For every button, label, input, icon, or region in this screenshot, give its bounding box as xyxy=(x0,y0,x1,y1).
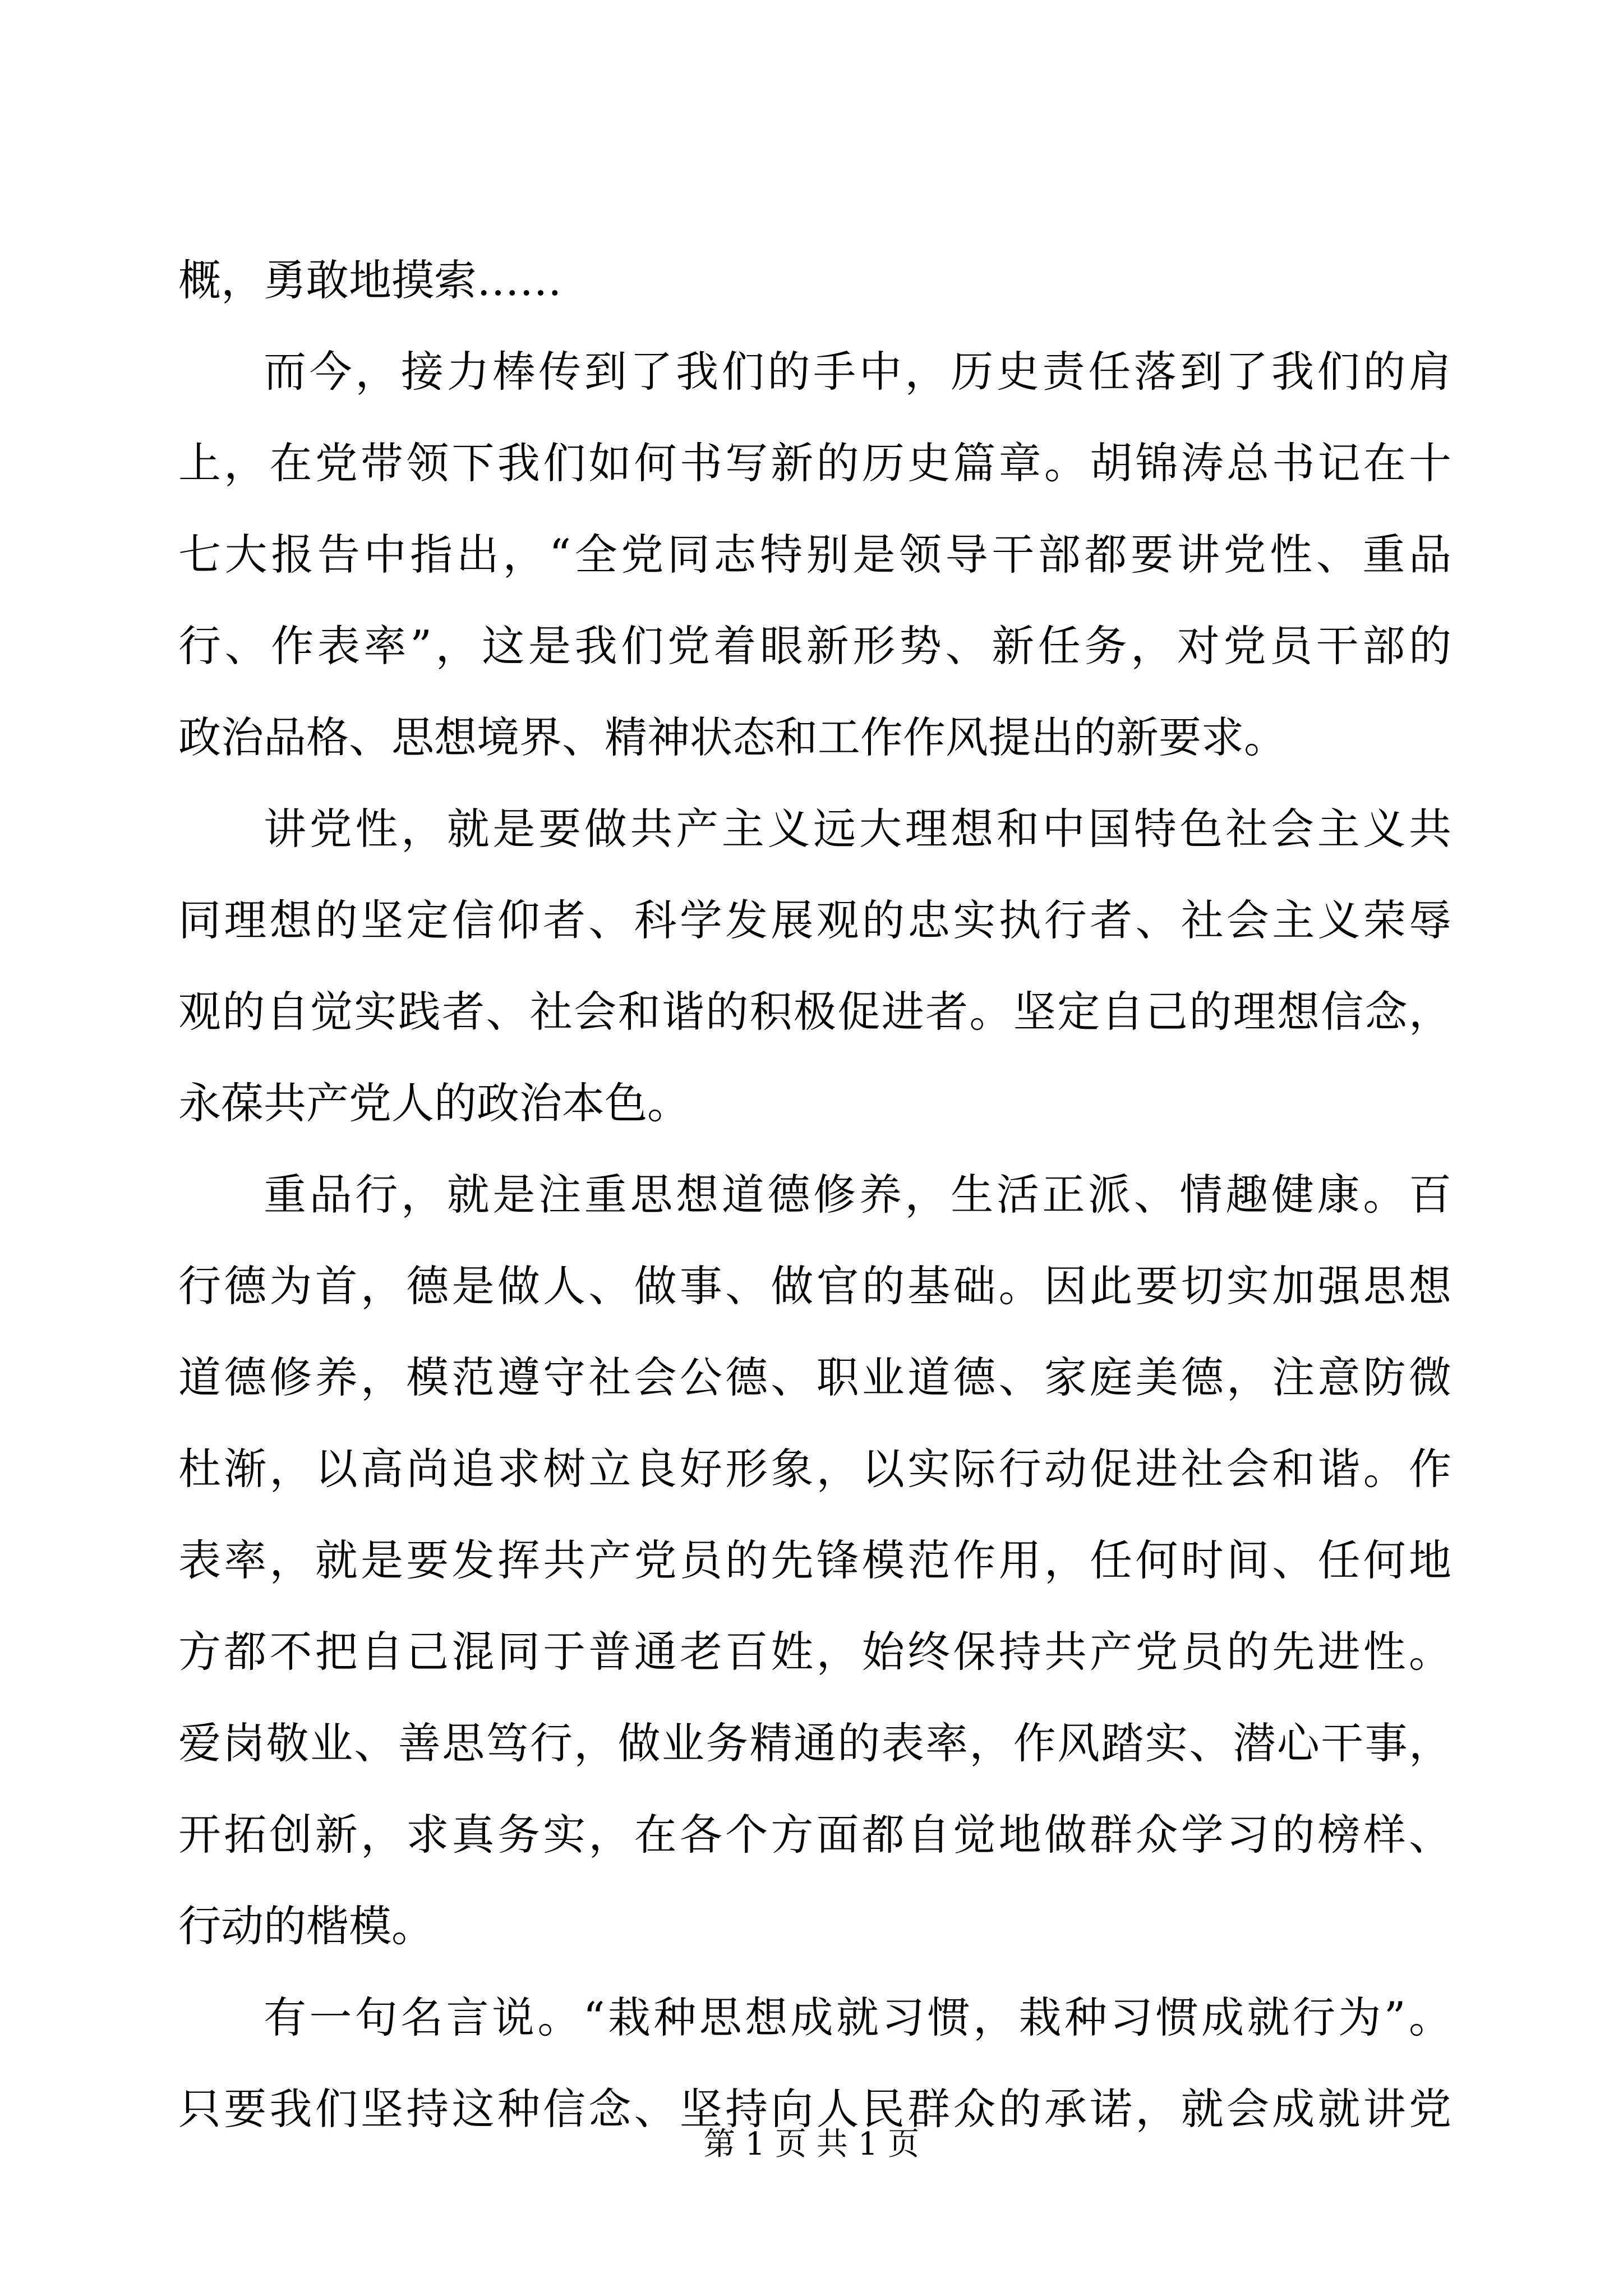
paragraph xyxy=(178,1149,1451,1972)
text-line: 政治品格、思想境界、精神状态和工作作风提出的新要求。 xyxy=(178,712,1287,762)
text-line: 有一句名言说。“栽种思想成就习惯，栽种习惯成就行为”。 xyxy=(264,1993,1451,2042)
text-line: 方都不把自己混同于普通老百姓，始终保持共产党员的先进性。 xyxy=(178,1627,1451,1677)
text-line: 概，勇敢地摸索…… xyxy=(178,255,562,305)
page-footer: 第 1 页 共 1 页 xyxy=(703,2126,920,2162)
text-line: 行动的楷模。 xyxy=(178,1901,434,1951)
text-line: 杜渐，以高尚追求树立良好形象，以实际行动促进社会和谐。作 xyxy=(178,1444,1451,1494)
text-line: 而今，接力棒传到了我们的手中，历史责任落到了我们的肩 xyxy=(264,347,1451,397)
text-line: 道德修养，模范遵守社会公德、职业道德、家庭美德，注意防微 xyxy=(178,1352,1451,1402)
document-body xyxy=(178,234,1451,2155)
text-line: 七大报告中指出，“全党同志特别是领导干部都要讲党性、重品 xyxy=(178,530,1451,579)
text-line: 行德为首，德是做人、做事、做官的基础。因此要切实加强思想 xyxy=(178,1261,1451,1311)
text-line: 讲党性，就是要做共产主义远大理想和中国特色社会主义共 xyxy=(264,804,1451,854)
text-line: 观的自觉实践者、社会和谐的积极促进者。坚定自己的理想信念， xyxy=(178,987,1451,1037)
text-line: 重品行，就是注重思想道德修养，生活正派、情趣健康。百 xyxy=(264,1170,1451,1220)
text-line: 表率，就是要发挥共产党员的先锋模范作用，任何时间、任何地 xyxy=(178,1535,1451,1585)
paragraph xyxy=(178,326,1451,783)
paragraph xyxy=(178,783,1451,1149)
text-line: 上，在党带领下我们如何书写新的历史篇章。胡锦涛总书记在十 xyxy=(178,438,1451,488)
text-line: 开拓创新，求真务实，在各个方面都自觉地做群众学习的榜样、 xyxy=(178,1810,1451,1860)
paragraph xyxy=(178,234,1451,326)
text-line: 爱岗敬业、善思笃行，做业务精通的表率，作风踏实、潜心干事， xyxy=(178,1718,1451,1768)
text-line: 同理想的坚定信仰者、科学发展观的忠实执行者、社会主义荣辱 xyxy=(178,895,1451,945)
text-line: 行、作表率”，这是我们党着眼新形势、新任务，对党员干部的 xyxy=(178,621,1451,671)
text-line: 永葆共产党人的政治本色。 xyxy=(178,1078,690,1128)
text-line: 只要我们坚持这种信念、坚持向人民群众的承诺，就会成就讲党 xyxy=(178,2084,1451,2134)
